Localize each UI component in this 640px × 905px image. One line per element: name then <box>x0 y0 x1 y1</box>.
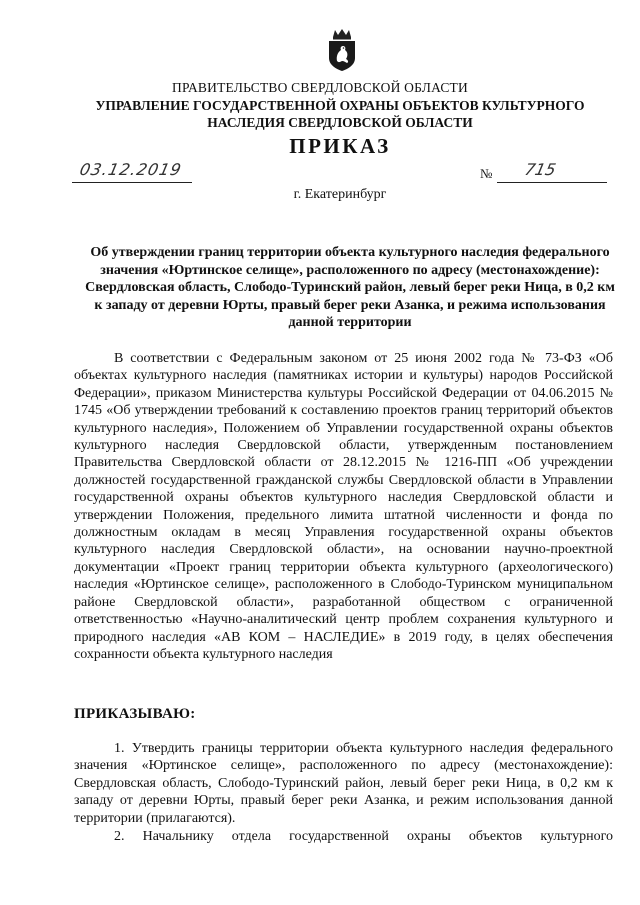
document-type-title: ПРИКАЗ <box>289 134 391 158</box>
number-field <box>497 160 607 183</box>
city-line: г. Екатеринбург <box>293 187 387 202</box>
regional-coat-of-arms-icon <box>325 28 359 72</box>
number-label: № <box>480 166 493 181</box>
preamble-paragraph: В соответствии с Федеральным законом от 25 июня 2002 года № 73-ФЗ «Об объектах культурного наследия (памятниках истории и культуры) народов Российской Федерации», приказом Министерства культуры Российской Федерации от 04.06.2015 № 1745 «Об утверждении требований к составлению проектов границ территорий объектов культурного наследия», Положением об Управлении государственной охраны объектов культурного наследия Свердловской области, утвержденным постановлением Правительства Свердловской области от 28.12.2015 № 1216-ПП «Об учреждении должностей государственной гражданской службы Свердловской области в Управлении государственной охраны объектов культурного наследия Свердловской области и утверждении Положения, предельного лимита штатной численности и фонда по должностным окладам в месяц Управления государственной охраны объектов культурного наследия Свердловской области», на основании научно-проектной документации «Проект границ территории объекта культурного (археологического) наследия «Юртинское селище», расположенного в Слободо-Туринском муниципальном районе Свердловской области», разработанной обществом с ограниченной ответственностью «Научно-аналитический центр проблем сохранения культурного и природного наследия «АВ КОМ – НАСЛЕДИЕ» в 2019 году, в целях обеспечения сохранности объекта культурного наследия <box>74 351 613 662</box>
order-heading: Об утверждении границ территории объекта культурного наследия федерального значения «Юртинское селище», расположенного по адресу (местонахождение): Свердловская область, Слободо-Туринский район, левый берег реки Ница, в 0,2 км к западу от деревни Юрты, правый берег реки Азанка, и режима использования данной территории <box>85 245 615 330</box>
date-field <box>72 160 192 183</box>
order-keyword: ПРИКАЗЫВАЮ: <box>74 706 196 722</box>
order-item-1: 1. Утвердить границы территории объекта культурного наследия федерального значения «Юртинское селище», расположенного по адресу (местонахождение): Свердловская область, Слободо-Туринский район, левый берег реки Ница, в 0,2 км к западу от деревни Юрты, правый берег реки Азанка, и режим использования данной территории (прилагаются). <box>74 741 613 826</box>
handwritten-date: 03.12.2019 <box>77 160 184 179</box>
government-name: ПРАВИТЕЛЬСТВО СВЕРДЛОВСКОЙ ОБЛАСТИ <box>172 80 468 95</box>
handwritten-number: 715 <box>522 160 558 179</box>
order-item-2: 2. Начальнику отдела государственной охраны объектов культурного <box>114 829 613 844</box>
department-name: УПРАВЛЕНИЕ ГОСУДАРСТВЕННОЙ ОХРАНЫ ОБЪЕКТОВ КУЛЬТУРНОГО НАСЛЕДИЯ СВЕРДЛОВСКОЙ ОБЛАСТИ <box>95 98 585 130</box>
